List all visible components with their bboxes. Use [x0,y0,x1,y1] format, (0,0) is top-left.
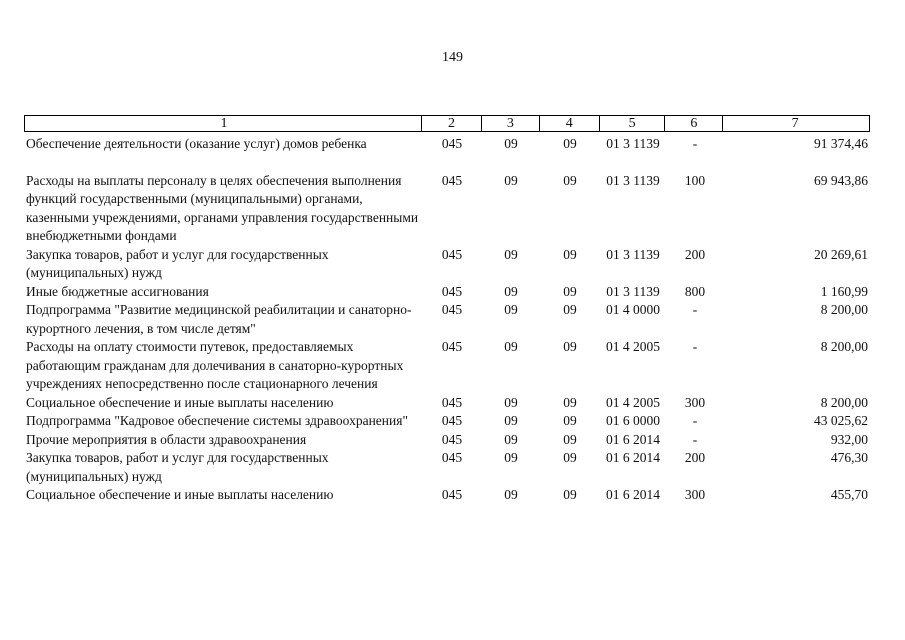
row-name: Закупка товаров, работ и услуг для государственных (муниципальных) нужд [26,450,329,484]
header-col-3: 3 [482,116,540,131]
table-row [24,431,870,450]
row-col-2: 045 [441,283,463,299]
row-col-6: 200 [684,246,706,262]
row-col-2: 045 [441,394,463,410]
row-col-6: - [692,136,698,151]
row-col-2: 045 [441,302,463,317]
header-col-5: 5 [600,116,666,131]
row-col-7: 8 200,00 [820,339,868,354]
row-spacer [24,154,870,172]
row-col-7: 455,70 [830,487,868,502]
row-col-6: - [692,339,698,354]
row-col-3: 09 [504,487,518,502]
row-col-5: 01 6 2014 [606,431,660,447]
row-col-3: 09 [504,394,518,410]
row-col-3: 09 [504,283,518,299]
row-col-5: 01 3 1139 [606,172,660,188]
row-col-6: 800 [684,283,706,299]
row-col-5: 01 4 2005 [606,339,660,354]
row-col-7: 69 943,86 [814,172,868,188]
table-body [24,135,870,505]
header-col-7: 7 [791,116,799,131]
row-col-7: 932,00 [830,431,868,447]
row-col-7: 8 200,00 [820,394,868,410]
row-col-6: - [692,413,698,428]
row-name: Расходы на оплату стоимости путевок, предоставляемых работающим гражданам для долечивания в санаторно-курортных учреждениях непосредственно после стационарного лечения [26,339,404,391]
row-name: Расходы на выплаты персоналу в целях обеспечения выполнения функций государственными (муниципальными) органами, казенными учреждениями, органами управления государственными внебюджетными фондами [26,172,419,243]
table-row [24,338,870,394]
row-name: Иные бюджетные ассигнования [26,283,209,299]
row-col-3: 09 [504,172,518,188]
table-header [24,115,870,132]
row-col-6: - [692,302,698,317]
row-col-7: 20 269,61 [814,246,868,262]
row-col-2: 045 [441,136,463,151]
row-col-6: 100 [684,172,706,188]
row-col-4: 09 [563,431,577,447]
row-name: Обеспечение деятельности (оказание услуг) домов ребенка [26,136,367,151]
row-col-3: 09 [504,246,518,262]
row-col-5: 01 3 1139 [606,283,660,299]
row-name: Прочие мероприятия в области здравоохранения [26,431,307,447]
table-row [24,246,870,283]
row-col-4: 09 [563,487,577,502]
row-col-2: 045 [441,431,463,447]
table-row [24,449,870,486]
row-col-7: 43 025,62 [814,413,868,428]
table-row [24,172,870,246]
row-col-7: 476,30 [830,450,868,465]
row-col-7: 8 200,00 [820,302,868,317]
row-col-2: 045 [441,487,463,502]
row-col-6: - [692,431,698,447]
row-col-6: 300 [684,394,706,410]
header-col-4: 4 [540,116,600,131]
row-col-7: 91 374,46 [814,136,868,151]
row-col-3: 09 [504,450,518,465]
row-col-4: 09 [563,413,577,428]
row-name: Подпрограмма "Кадровое обеспечение системы здравоохранения" [26,413,408,428]
row-col-4: 09 [563,302,577,317]
row-col-6: 200 [684,450,706,465]
row-col-4: 09 [563,394,577,410]
row-col-5: 01 6 2014 [606,450,660,465]
table-row [24,394,870,413]
row-col-5: 01 6 2014 [606,487,660,502]
row-col-4: 09 [563,136,577,151]
row-col-6: 300 [684,487,706,502]
row-col-3: 09 [504,413,518,428]
row-col-4: 09 [563,172,577,188]
row-col-5: 01 4 0000 [606,302,660,317]
row-col-4: 09 [563,246,577,262]
row-col-2: 045 [441,172,463,188]
page-number: 149 [442,50,463,65]
header-col-6: 6 [665,116,723,131]
table-row [24,135,870,154]
row-col-4: 09 [563,283,577,299]
row-name: Социальное обеспечение и иные выплаты населению [26,394,334,410]
header-col-2: 2 [422,116,482,131]
row-col-5: 01 6 0000 [606,413,660,428]
row-name: Социальное обеспечение и иные выплаты населению [26,487,334,502]
row-col-5: 01 4 2005 [606,394,660,410]
row-col-2: 045 [441,339,463,354]
row-col-4: 09 [563,339,577,354]
row-col-2: 045 [441,413,463,428]
table-row [24,301,870,338]
row-col-3: 09 [504,302,518,317]
table-row [24,283,870,302]
row-col-4: 09 [563,450,577,465]
row-col-3: 09 [504,136,518,151]
row-col-5: 01 3 1139 [606,246,660,262]
row-name: Закупка товаров, работ и услуг для государственных (муниципальных) нужд [26,246,329,280]
table-row [24,412,870,431]
row-col-2: 045 [441,450,463,465]
row-col-3: 09 [504,431,518,447]
row-col-2: 045 [441,246,463,262]
table-row [24,486,870,505]
row-col-3: 09 [504,339,518,354]
row-name: Подпрограмма "Развитие медицинской реабилитации и санаторно-курортного лечения, в том числе детям" [26,302,412,336]
header-col-1: 1 [25,116,422,131]
row-col-7: 1 160,99 [820,283,868,299]
row-col-5: 01 3 1139 [606,136,660,151]
